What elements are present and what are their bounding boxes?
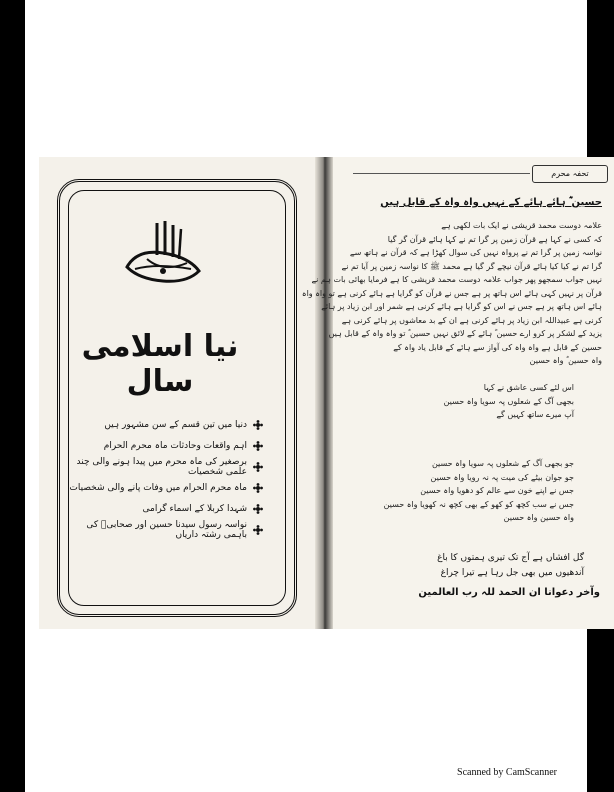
verse-line: جس نے اپنے خون سے عالم کو دھویا واہ حسین <box>420 486 574 495</box>
verse-line: واہ حسین واہ حسین <box>503 513 574 522</box>
text-line: واہ حسین ؓ واہ حسین <box>529 356 602 365</box>
header-rule <box>353 173 530 174</box>
verse-line: جس نے سب کچھ کو کھو کے بھی کچھ نہ کھویا واہ حسین <box>383 499 574 509</box>
flower-bullet-icon <box>253 504 263 514</box>
left-page <box>39 157 317 629</box>
body-paragraph <box>301 219 602 368</box>
flower-bullet-icon <box>253 525 263 535</box>
flower-bullet-icon <box>253 462 263 472</box>
text-line: حسین کے قابل ہے واہ واہ کی آواز سے ہائے کے قابل یاد واہ کے <box>393 342 602 352</box>
page-title: نیا اسلامی سال <box>81 329 239 399</box>
scanner-watermark: Scanned by CamScanner <box>457 767 557 778</box>
list-item-text: نواسہ رسول سیدنا حسین اور صحابیؓ کی باہمی رشتہ داریاں <box>86 520 247 540</box>
text-line: علامہ دوست محمد قریشی نے ایک بات لکھی ہے <box>441 221 602 230</box>
flower-bullet-icon <box>253 441 263 451</box>
list-item <box>63 522 263 538</box>
text-line: یزید کے لشکر پر کرو ارے حسین ؓ ہائے کے لائق نہیں حسین ؓ تو واہ واہ کے قابل ہیں <box>328 329 602 338</box>
text-line: قرآن پر نہیں کہی ہائے اس ہاتھ پر ہے جس نے قرآن کو گرایا ہے ہائے کرنی ہے تو واہ واہ <box>301 288 602 298</box>
bullet-list <box>63 412 263 543</box>
verse-line: جو جوان بیٹے کی میت پہ نہ رویا واہ حسین <box>430 472 574 482</box>
couplet-line: آندھیوں میں بھی جل رہا ہے تیرا چراغ <box>440 568 584 578</box>
scan-page <box>25 0 602 792</box>
text-line: نواسہ زمین پر گرا تم نے پرواہ نہیں کی سوال کھڑا ہے کہ قرآن نے ہاتھ سے <box>349 248 602 257</box>
verse-line: بجھی آگ کے شعلوں پہ سویا واہ حسین <box>443 396 574 406</box>
closing-dua: وآخر دعوانا ان الحمد للہ رب العالمین <box>418 587 600 598</box>
text-line: کرنی ہے عبیداللہ ابن زیاد پر ہائے کرنی ہے ان کے بد معاشوں پر ہائے کرنی ہے <box>341 315 602 325</box>
couplet-line: گل افشاں ہے آج تک تیری ہمتوں کا باغ <box>437 553 584 563</box>
list-item <box>63 501 263 517</box>
list-item-text: دنیا میں تین قسم کے سن مشہور ہیں <box>104 420 247 430</box>
verse-line: جو بجھی آگ کے شعلوں پہ سویا واہ حسین <box>431 459 574 468</box>
section-heading: حسین ؓ ہائے ہائے کے نہیں واہ واہ کے قابل ہیں <box>380 197 602 208</box>
list-item-text: برصغیر کی ماہ محرم میں پیدا ہونے والی چند علمی شخصیات <box>76 457 247 477</box>
list-item <box>63 438 263 454</box>
text-line: ہائے اس ہاتھ پر ہے جس نے اس کو گرایا ہے ہائے کرنی ہے شمر اور ابن زیاد پر ہائے <box>321 302 602 311</box>
list-item-text: ماہ محرم الحرام میں وفات پانے والی شخصیات <box>69 483 247 493</box>
list-item <box>63 417 263 433</box>
list-item-text: اہم واقعات وحادثات ماہ محرم الحرام <box>103 441 247 451</box>
book-spine <box>315 157 333 629</box>
list-item <box>63 480 263 496</box>
running-header: تحفہ محرم <box>532 165 608 183</box>
couplet <box>364 551 584 581</box>
right-page <box>301 157 614 629</box>
verse-block-a <box>374 381 574 422</box>
calligraphy-emblem-icon <box>117 219 209 289</box>
book-spread <box>39 157 614 629</box>
verse-line: آپ میرے ساتھ کہیں گے <box>496 410 574 419</box>
text-line: کہ کسی نے کہا ہے قرآن زمین پر گرا تم نے کہا ہائے قرآن گر گیا <box>387 234 602 244</box>
list-item-text: شہدا کربلا کے اسماء گرامی <box>142 504 247 514</box>
text-line: گرا تم نے کیا کیا ہائے قرآن نیچے گر گیا ہے محمد ﷺ کا نواسہ زمین پر آیا تم نے <box>341 261 602 271</box>
flower-bullet-icon <box>253 483 263 493</box>
list-item <box>63 459 263 475</box>
flower-bullet-icon <box>253 420 263 430</box>
verse-intro: اس لئے کسی عاشق نے کہا <box>483 383 574 392</box>
text-line: نہیں جواب سمجھو پھر جواب علامہ دوست محمد قریشی کا ہے فرمایا بھائی بات ہم نے <box>311 275 602 284</box>
verse-block-b <box>374 457 574 525</box>
